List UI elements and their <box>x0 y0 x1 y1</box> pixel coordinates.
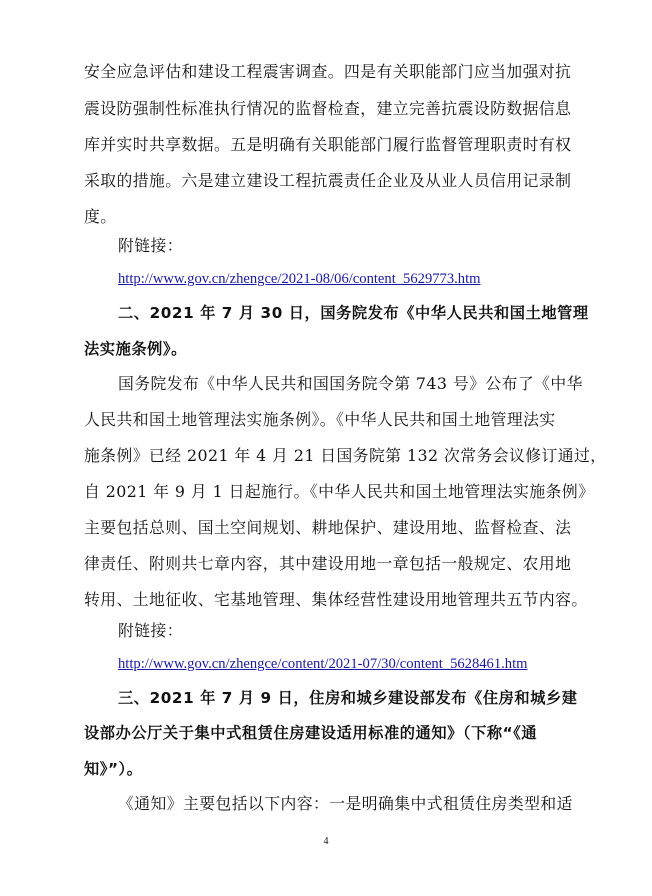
paragraph-line: 国务院发布《中华人民共和国国务院令第 743 号》公布了《中华 <box>118 374 583 393</box>
section-heading: 设部办公厅关于集中式租赁住房建设适用标准的通知》（下称“《通 <box>84 724 538 742</box>
paragraph-line: 震设防强制性标准执行情况的监督检查，建立完善抗震设防数据信息 <box>84 99 572 118</box>
paragraph-line: 度。 <box>84 207 117 226</box>
attachment-label: 附链接： <box>118 621 183 640</box>
paragraph-line: 采取的措施。六是建立建设工程抗震责任企业及从业人员信用记录制 <box>84 171 572 190</box>
paragraph-line: 主要包括总则、国土空间规划、耕地保护、建设用地、监督检查、法 <box>84 518 572 537</box>
paragraph-line: 律责任、附则共七章内容，其中建设用地一章包括一般规定、农用地 <box>84 554 572 573</box>
paragraph-line: 自 2021 年 9 月 1 日起施行。《中华人民共和国土地管理法实施条例》 <box>84 482 595 501</box>
paragraph-line: 施条例》已经 2021 年 4 月 21 日国务院第 132 次常务会议修订通过， <box>84 446 607 465</box>
page-number: 4 <box>323 836 329 847</box>
section-heading: 三、2021 年 7 月 9 日，住房和城乡建设部发布《住房和城乡建 <box>118 689 578 707</box>
paragraph-line: 库并实时共享数据。五是明确有关职能部门履行监督管理职责时有权 <box>84 135 572 154</box>
attachment-label: 附链接： <box>118 236 183 255</box>
paragraph-line: 安全应急评估和建设工程震害调查。四是有关职能部门应当加强对抗 <box>84 62 572 81</box>
section-heading: 二、2021 年 7 月 30 日，国务院发布《中华人民共和国土地管理 <box>118 304 589 322</box>
paragraph-line: 转用、土地征收、宅基地管理、集体经营性建设用地管理共五节内容。 <box>84 590 588 609</box>
attachment-link[interactable]: http://www.gov.cn/zhengce/content/2021-07/30/content_5628461.htm <box>118 656 528 672</box>
attachment-link[interactable]: http://www.gov.cn/zhengce/2021-08/06/content_5629773.htm <box>118 271 481 287</box>
paragraph-line: 人民共和国土地管理法实施条例》。《中华人民共和国土地管理法实 <box>84 410 556 429</box>
section-heading: 法实施条例》。 <box>84 340 187 358</box>
paragraph-line: 《通知》主要包括以下内容：一是明确集中式租赁住房类型和适 <box>118 794 573 813</box>
section-heading: 知》”）。 <box>84 760 143 778</box>
